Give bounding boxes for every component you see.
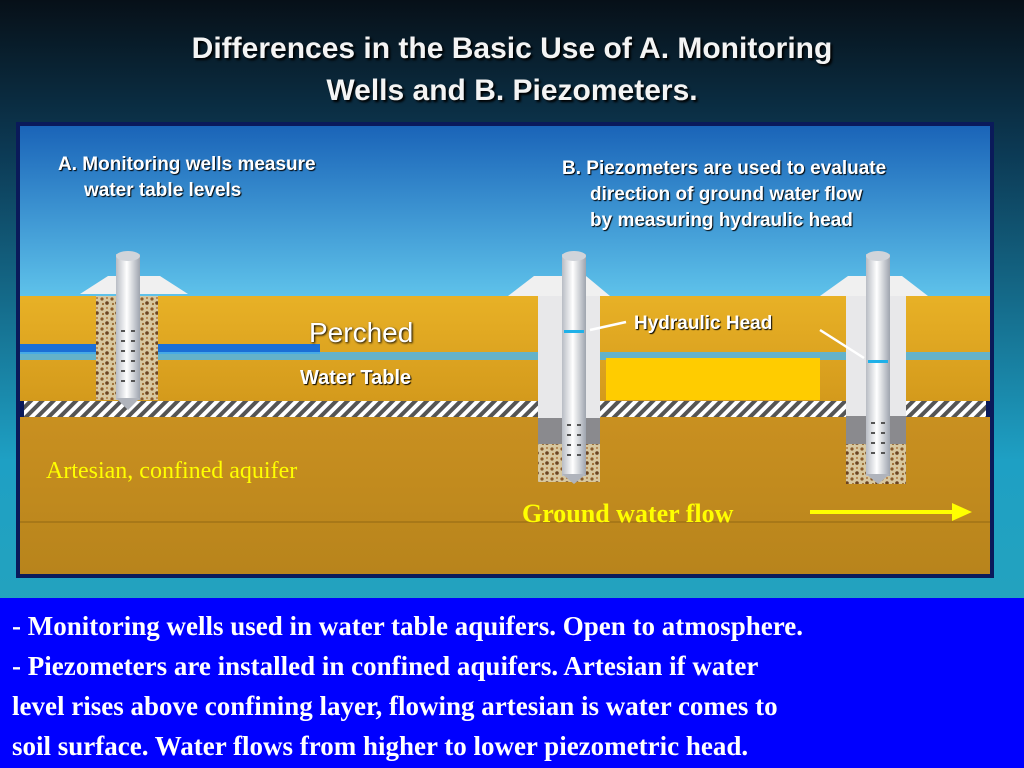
hydraulic-head-label: Hydraulic Head	[634, 313, 773, 334]
confined-aquifer	[20, 417, 990, 574]
water-table-band	[20, 352, 990, 360]
slide-title	[0, 28, 1024, 112]
note-line-3: level rises above confining layer, flowing artesian is water comes to	[12, 691, 778, 721]
label-a	[58, 152, 316, 204]
label-a-line-1: A. Monitoring wells measure	[58, 154, 316, 175]
note-line-2: - Piezometers are installed in confined aquifers. Artesian if water	[12, 651, 759, 681]
note-line-1: - Monitoring wells used in water table aquifers. Open to atmosphere.	[12, 611, 803, 641]
yellow-zone	[606, 358, 820, 400]
artesian-label: Artesian, confined aquifer	[46, 458, 298, 484]
label-a-line-2: water table levels	[84, 180, 242, 201]
perched-label: Perched	[309, 317, 414, 348]
water-table-label: Water Table	[300, 367, 412, 389]
confining-layer	[24, 401, 986, 417]
label-b	[562, 156, 886, 234]
label-b-line-3: by measuring hydraulic head	[590, 210, 853, 231]
label-b-line-1: B. Piezometers are used to evaluate	[562, 158, 887, 179]
flow-label: Ground water flow	[522, 499, 734, 528]
notes-box	[0, 598, 1024, 768]
label-b-line-2: direction of ground water flow	[590, 184, 863, 205]
title-line-1: Differences in the Basic Use of A. Monitoring	[191, 32, 833, 65]
title-line-2: Wells and B. Piezometers.	[326, 74, 698, 107]
note-line-4: soil surface. Water flows from higher to lower piezometric head.	[12, 731, 749, 761]
